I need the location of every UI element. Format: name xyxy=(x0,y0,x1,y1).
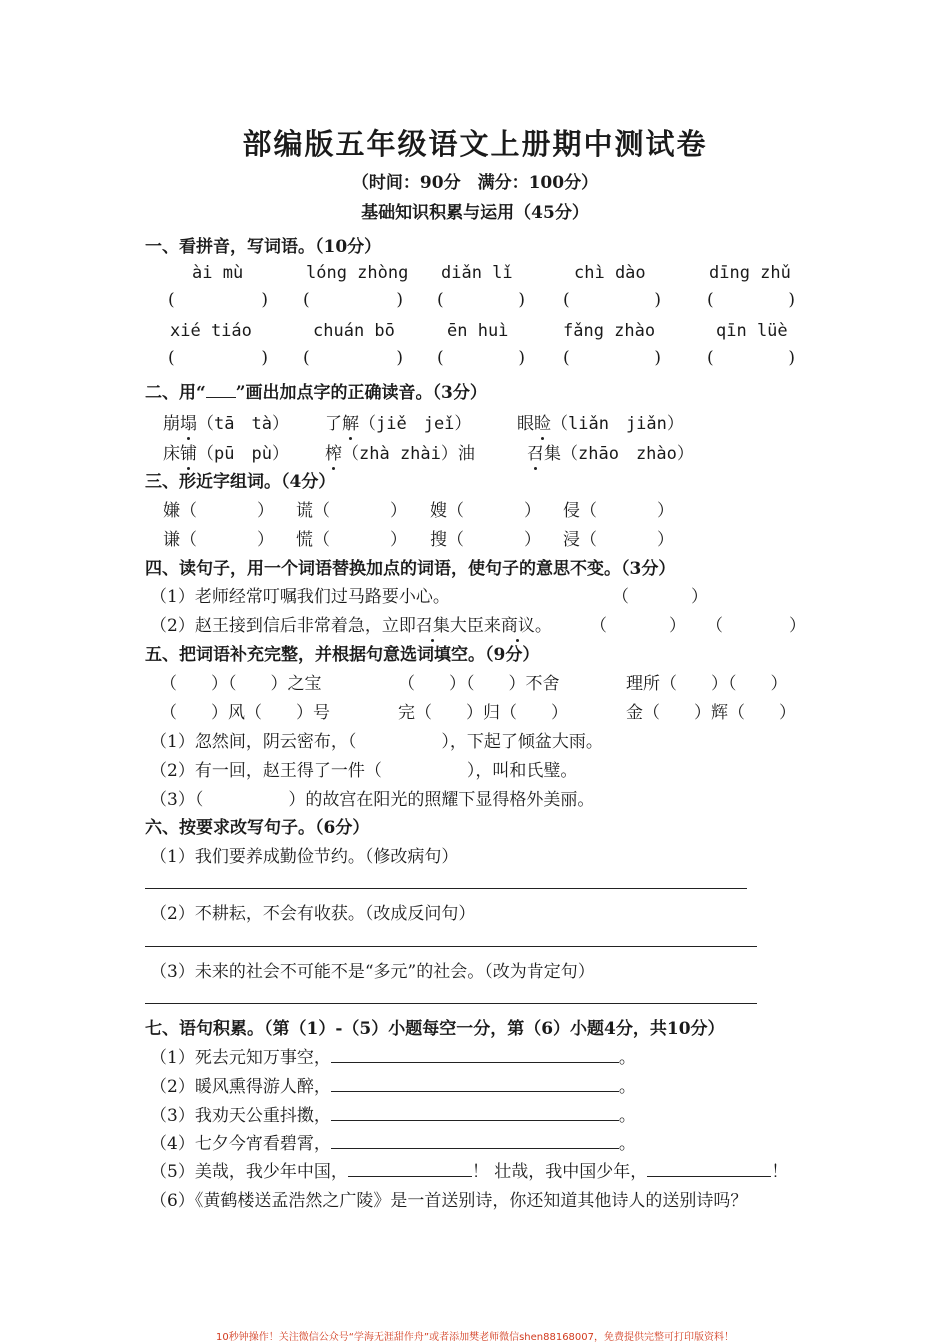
q7-heading: 七、语句积累。（第（1）-（5）小题每空一分，第（6）小题4分，共10分） xyxy=(145,1019,725,1039)
q2-item-4[interactable]: 床铺（pū pù） xyxy=(163,444,289,464)
q6-answer-line-1[interactable] xyxy=(145,888,747,889)
q1-answer-6[interactable]: ( ) xyxy=(168,348,268,368)
q7-line-6: （6）《黄鹤楼送孟浩然之广陵》是一首送别诗，你还知道其他诗人的送别诗吗？ xyxy=(150,1191,748,1211)
q2-item-2[interactable]: 了解（jiě jeǐ） xyxy=(325,414,472,434)
q2-item-6[interactable]: 召集（zhāo zhào） xyxy=(527,444,694,464)
q6-sentence-3: （3）未来的社会不可能不是“多元”的社会。（改为肯定句） xyxy=(150,962,595,982)
q1-pinyin-3: diǎn lǐ xyxy=(441,263,513,283)
q1-pinyin-5: dīng zhǔ xyxy=(709,263,791,283)
q1-answer-8[interactable]: ( ) xyxy=(437,348,525,368)
q7-line-2[interactable]: （2）暖风熏得游人醉， 。 xyxy=(150,1077,636,1097)
q1-answer-2[interactable]: ( ) xyxy=(303,290,403,310)
q3-item-3[interactable]: 嫂（ ） xyxy=(430,501,541,521)
q1-pinyin-7: chuán bō xyxy=(313,321,395,341)
q1-answer-9[interactable]: ( ) xyxy=(563,348,661,368)
q6-answer-line-3[interactable] xyxy=(145,1003,757,1004)
q7-line-1[interactable]: （1）死去元知万事空， 。 xyxy=(150,1048,636,1068)
q4-answer-1[interactable]: （ ） xyxy=(612,587,708,607)
section-heading: 基础知识积累与运用（45分） xyxy=(361,203,589,223)
q7-line-3[interactable]: （3）我劝天公重抖擞， 。 xyxy=(150,1106,636,1126)
q2-item-1[interactable]: 崩塌（tā tà） xyxy=(163,414,289,434)
q1-answer-10[interactable]: ( ) xyxy=(707,348,795,368)
q7-line-4[interactable]: （4）七夕今宵看碧霄， 。 xyxy=(150,1134,636,1154)
q3-item-6[interactable]: 慌（ ） xyxy=(296,530,407,550)
q3-item-8[interactable]: 浸（ ） xyxy=(563,530,674,550)
underline-sample xyxy=(206,383,236,398)
q1-answer-3[interactable]: ( ) xyxy=(437,290,525,310)
q4-sentence-1: （1）老师经常叮嘱我们过马路要小心。 xyxy=(150,587,450,607)
q2-item-3[interactable]: 眼睑（liǎn jiǎn） xyxy=(517,414,684,434)
q1-pinyin-10: qīn lüè xyxy=(716,321,788,341)
q1-pinyin-8: ēn huì xyxy=(447,321,509,341)
q1-pinyin-6: xié tiáo xyxy=(170,321,252,341)
q5-sentence-1[interactable]: （1）忽然间，阴云密布，（ ），下起了倾盆大雨。 xyxy=(150,732,603,752)
q2-item-5[interactable]: 榨（zhà zhài）油 xyxy=(325,444,475,464)
q5-heading: 五、把词语补充完整，并根据句意选词填空。（9分） xyxy=(145,645,540,665)
q4-sentence-2: （2）赵王接到信后非常着急，立即召集大臣来商议。 xyxy=(150,616,552,636)
q6-sentence-1: （1）我们要养成勤俭节约。（修改病句） xyxy=(150,847,459,867)
q1-pinyin-9: fǎng zhào xyxy=(563,321,656,341)
page-title: 部编版五年级语文上册期中测试卷 xyxy=(242,127,708,161)
exam-meta: （时间：90分 满分：100分） xyxy=(351,173,599,193)
q4-answer-3[interactable]: （ ） xyxy=(706,616,806,636)
q6-answer-line-2[interactable] xyxy=(145,946,757,947)
q1-answer-5[interactable]: ( ) xyxy=(707,290,795,310)
q5-idiom-5[interactable]: 完（ ）归（ ） xyxy=(398,703,568,723)
q1-pinyin-2: lóng zhòng xyxy=(306,263,409,283)
q5-sentence-3[interactable]: （3）（ ）的故宫在阳光的照耀下显得格外美丽。 xyxy=(150,790,595,810)
q5-idiom-4[interactable]: （ ）风（ ）号 xyxy=(160,703,330,723)
q1-pinyin-4: chì dào xyxy=(574,263,646,283)
q1-answer-4[interactable]: ( ) xyxy=(563,290,661,310)
q1-answer-1[interactable]: ( ) xyxy=(168,290,268,310)
footer-notice: 10秒钟操作！关注微信公众号“学海无涯甜作舟”或者添加樊老师微信shen88168007，免费提供完整可打印版资料！ xyxy=(215,1332,735,1343)
q5-idiom-2[interactable]: （ ）（ ）不舍 xyxy=(398,674,560,694)
q3-item-2[interactable]: 谎（ ） xyxy=(296,501,407,521)
q3-heading: 三、形近字组词。（4分） xyxy=(145,472,336,492)
q6-sentence-2: （2）不耕耘，不会有收获。（改成反问句） xyxy=(150,904,476,924)
q3-item-1[interactable]: 嫌（ ） xyxy=(163,501,274,521)
q5-sentence-2[interactable]: （2）有一回，赵王得了一件（ ），叫和氏璧。 xyxy=(150,761,578,781)
q5-idiom-3[interactable]: 理所（ ）（ ） xyxy=(626,674,788,694)
q3-item-5[interactable]: 谦（ ） xyxy=(163,530,274,550)
q2-heading: 二、用“ ”画出加点字的正确读音。（3分） xyxy=(145,383,487,403)
q6-heading: 六、按要求改写句子。（6分） xyxy=(145,818,370,838)
q1-heading: 一、看拼音，写词语。（10分） xyxy=(145,237,382,257)
q3-item-7[interactable]: 搜（ ） xyxy=(430,530,541,550)
q5-idiom-1[interactable]: （ ）（ ）之宝 xyxy=(160,674,322,694)
q1-answer-7[interactable]: ( ) xyxy=(303,348,403,368)
q3-item-4[interactable]: 侵（ ） xyxy=(563,501,674,521)
q5-idiom-6[interactable]: 金（ ）辉（ ） xyxy=(626,703,796,723)
q4-heading: 四、读句子，用一个词语替换加点的词语，使句子的意思不变。（3分） xyxy=(145,559,676,579)
q1-pinyin-1: ài mù xyxy=(192,263,244,283)
q4-answer-2[interactable]: （ ） xyxy=(590,616,686,636)
q7-line-5[interactable]: （5）美哉，我少年中国， ！ 壮哉，我中国少年， ！ xyxy=(150,1162,789,1182)
